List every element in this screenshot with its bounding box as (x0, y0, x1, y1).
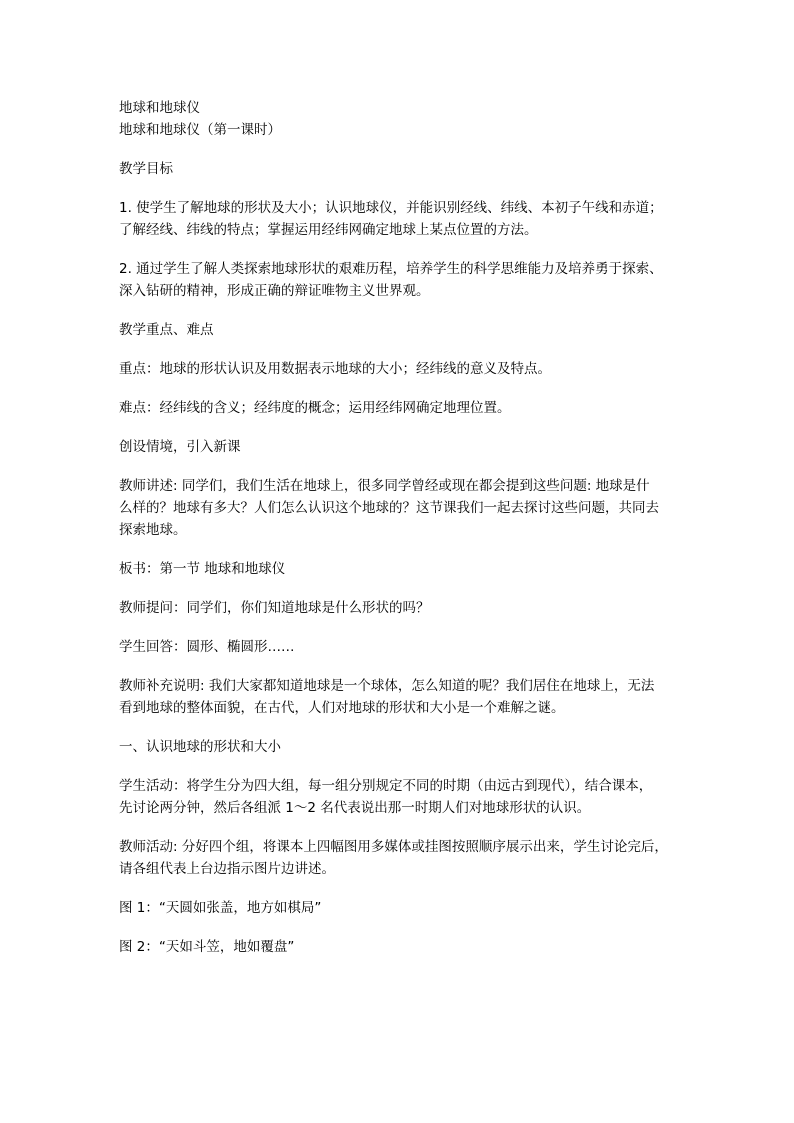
paragraph-line: 么样的？地球有多大？人们怎么认识这个地球的？这节课我们一起去探讨这些问题，共同去 (119, 500, 659, 516)
paragraph-line: 教师活动: 分好四个组，将课本上四幅图用多媒体或挂图按照顺序展示出来，学生讨论完后， (119, 839, 668, 855)
paragraph-line: 了解经线、纬线的特点；掌握运用经纬网确定地球上某点位置的方法。 (119, 222, 538, 238)
paragraph-line: 教师补充说明: 我们大家都知道地球是一个球体，怎么知道的呢？我们居住在地球上，无法 (119, 678, 655, 694)
paragraph-line: 教师讲述: 同学们，我们生活在地球上，很多同学曾经或现在都会提到这些问题: 地球是什 (119, 478, 650, 494)
paragraph-line: 创设情境，引入新课 (119, 439, 241, 455)
difficulty-paragraph (119, 397, 684, 419)
teacher-activity-paragraph (119, 836, 684, 880)
student-answer-paragraph (119, 636, 684, 658)
section-heading-introduction (119, 436, 684, 458)
document-subtitle: 地球和地球仪（第一课时） (119, 122, 281, 138)
paragraph-line: 学生活动：将学生分为四大组，每一组分别规定不同的时期（由远古到现代），结合课本， (119, 778, 653, 794)
blackboard-title-paragraph (119, 558, 684, 580)
section-heading-objectives (119, 158, 684, 180)
paragraph-line: 学生回答：圆形、椭圆形…… (119, 639, 295, 655)
paragraph-line: 请各组代表上台边指示图片边讲述。 (119, 861, 335, 877)
paragraph-line: 深入钻研的精神，形成正确的辩证唯物主义世界观。 (119, 283, 430, 299)
paragraph-line: 教师提问：同学们，你们知道地球是什么形状的吗？ (119, 600, 430, 616)
figure-1-caption (119, 897, 684, 919)
paragraph-line: 重点：地球的形状认识及用数据表示地球的大小；经纬线的意义及特点。 (119, 361, 551, 377)
section-heading-earth-shape (119, 736, 684, 758)
section-heading-key-points (119, 319, 684, 341)
objective-1-paragraph (119, 197, 684, 241)
paragraph-line: 一、认识地球的形状和大小 (119, 739, 281, 755)
student-activity-paragraph (119, 775, 684, 819)
paragraph-line: 1. 使学生了解地球的形状及大小；认识地球仪，并能识别经线、纬线、本初子午线和赤道； (119, 200, 663, 216)
paragraph-line: 难点：经纬线的含义；经纬度的概念；运用经纬网确定地理位置。 (119, 400, 511, 416)
teacher-question-paragraph (119, 597, 684, 619)
figure-2-caption (119, 936, 684, 958)
teacher-supplement-paragraph (119, 675, 684, 719)
teacher-narration-paragraph (119, 475, 684, 541)
document-title: 地球和地球仪 (119, 100, 200, 116)
paragraph-line: 先讨论两分钟，然后各组派 1～2 名代表说出那一时期人们对地球形状的认识。 (119, 800, 591, 816)
key-point-paragraph (119, 358, 684, 380)
paragraph-line: 看到地球的整体面貌，在古代，人们对地球的形状和大小是一个难解之谜。 (119, 700, 565, 716)
paragraph-line: 探索地球。 (119, 522, 187, 538)
paragraph-line: 教学目标 (119, 161, 173, 177)
paragraph-line: 图 2：“天如斗笠，地如覆盘” (119, 939, 295, 955)
paragraph-line: 2. 通过学生了解人类探索地球形状的艰难历程，培养学生的科学思维能力及培养勇于探索、 (119, 261, 663, 277)
objective-2-paragraph (119, 258, 684, 302)
paragraph-line: 板书：第一节 地球和地球仪 (119, 561, 286, 577)
document-body (119, 158, 684, 958)
paragraph-line: 图 1：“天圆如张盖，地方如棋局” (119, 900, 322, 916)
document-page (119, 97, 684, 975)
paragraph-line: 教学重点、难点 (119, 322, 214, 338)
